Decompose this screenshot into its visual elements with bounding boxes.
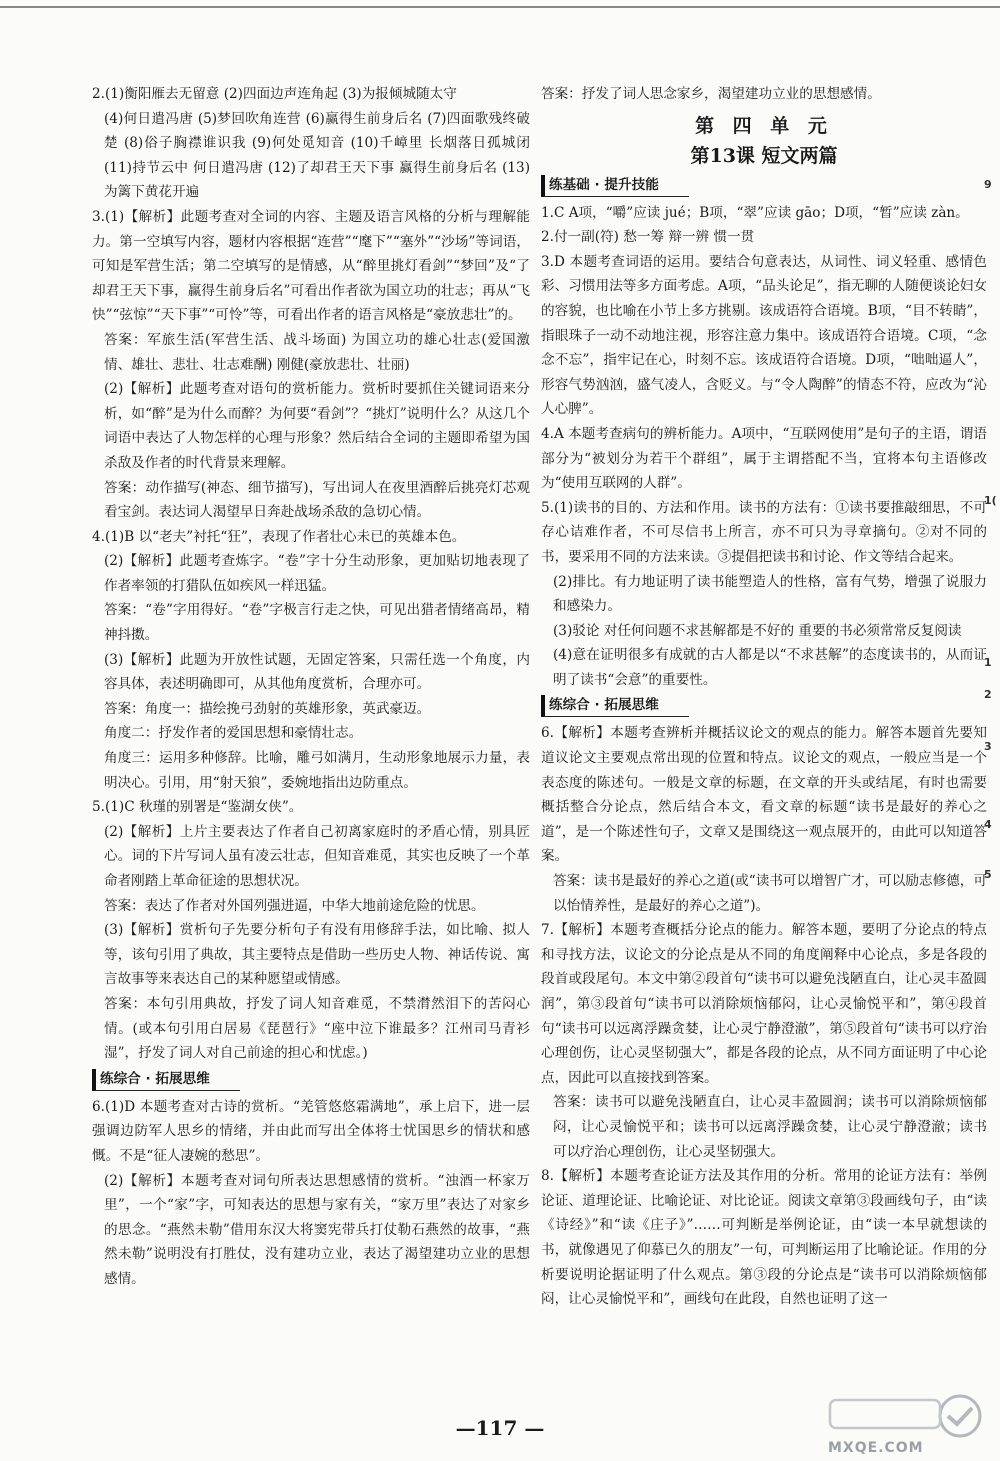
answer-paragraph: 答案：“卷”字用得好。“卷”字极言行走之快，可见出猎者情绪高昂，精神抖擞。 — [104, 602, 530, 644]
answer-paragraph: (2)排比。有力地证明了读书能塑造人的性格，富有气势，增强了说服力和感染力。 — [553, 573, 987, 615]
answer-paragraph: (4)何日遣冯唐 (5)梦回吹角连营 (6)赢得生前身后名 (7)四面歌残终破楚 (8)俗子胸襟谁识我 (9)何处觅知音 (10)千嶂里 长烟落日孤城闭 (11)持节云中 何日遣冯唐 (12)了却君王天下事 赢得生前身后名 (13)为篱下黄花开遍 — [104, 110, 530, 201]
section-header: 练基础 · 提升技能 — [541, 175, 689, 197]
answer-paragraph: 7.【解析】本题考查概括分论点的能力。解答本题，要明了分论点的特点和寻找方法，议论文的分论点是从不同的角度阐释中心论点，多是各段的段首或段尾句。本文中第②段首句“读书可以避免浅陋直白，让心灵丰盈圆润”，第③段首句“读书可以消除烦恼郁闷，让心灵愉悦平和”，第④段首句“读书可以远离浮躁贪婪，让心灵宁静澄澈”，第⑤段首句“读书可以疗治心理创伤，让心灵坚韧强大”，都是各段的论点，从不同方面证明了中心论点，因此可以直接找到答案。 — [541, 922, 987, 1086]
edge-mark: 1( — [984, 494, 997, 507]
section-header: 练综合 · 拓展思维 — [541, 695, 689, 717]
page-number: —117 — — [455, 1416, 545, 1440]
answer-paragraph: 答案：本句引用典故，抒发了词人知音难觅，不禁潸然泪下的苦闷心情。(或本句引用白居易《琵琶行》“座中泣下谁最多？江州司马青衫湿”，抒发了词人对自己前途的担心和忧虑。) — [104, 995, 530, 1062]
right-column-body — [541, 175, 987, 1312]
answer-paragraph: 5.(1)读书的目的、方法和作用。读书的方法有：①读书要推敲细思，不可存心诘难作者，不可尽信书上所言，亦不可只为寻章摘句。②对不同的书，要采用不同的方法来读。③提倡把读书和讨论、作文等结合起来。 — [541, 499, 987, 565]
watermark-text: MXQE.COM — [828, 1440, 924, 1456]
answer-paragraph: 答案：表达了作者对外国列强进逼，中华大地前途危险的忧思。 — [104, 897, 485, 914]
answer-line: 答案：抒发了词人思念家乡，渴望建功立业的思想感情。 — [541, 86, 881, 102]
unit-title: 第 四 单 元 — [695, 114, 833, 137]
edge-mark: 4 — [984, 818, 992, 831]
answer-paragraph: 答案：读书可以避免浅陋直白，让心灵丰盈圆润；读书可以消除烦恼郁闷，让心灵愉悦平和；读书可以远离浮躁贪婪，让心灵宁静澄澈；读书可以疗治心理创伤，让心灵坚韧强大。 — [553, 1094, 987, 1160]
answer-paragraph: 8.【解析】本题考查论证方法及其作用的分析。常用的论证方法有：举例论证、道理论证、比喻论证、对比论证。阅读文章第③段画线句子，由“读《诗经》”和“读《庄子》”……可判断是举例论证，由“读一本早就想读的书，就像遇见了仰慕已久的朋友”一句，可判断运用了比喻论证。作用的分析要说明论据证明了什么观点。第③段的分论点是“读书可以消除烦恼郁闷，让心灵愉悦平和”，画线句在此段，自然也证明了这一 — [541, 1168, 987, 1308]
answer-paragraph: 答案：角度一：描绘挽弓劲射的英雄形象，英武豪迈。 — [104, 700, 431, 717]
answer-paragraph: 6.【解析】本题考查辨析并概括议论文的观点的能力。解答本题首先要知道议论文主要观点常出现的位置和特点。议论文的观点，一般应当是一个表态度的陈述句。一般是文章的标题，在文章的开头或结尾，有时也需要概括整合分论点，然后结合本文，看文章的标题“读书是最好的养心之道”，是一个陈述性句子，文章又是围绕这一观点展开的，由此可以知道答案。 — [541, 725, 987, 865]
answer-paragraph: 答案：读书是最好的养心之道(或“读书可以增智广才，可以励志修德，可以怡情养性，是最好的养心之道”)。 — [553, 873, 987, 914]
edge-mark: 2 — [984, 688, 992, 701]
answer-paragraph: 1.C A项，“嚼”应读 jué；B项，“翠”应读 gāo；D项，“暂”应读 zàn。 — [541, 204, 969, 221]
answer-paragraph: (3)驳论 对任何问题不求甚解都是不好的 重要的书必须常常反复阅读 — [553, 622, 962, 639]
edge-mark: 5 — [984, 868, 992, 881]
edge-mark: 9 — [984, 178, 992, 191]
answer-paragraph: (3)【解析】此题为开放性试题，无固定答案，只需任选一个角度，内容具体，表述明确即可，从其他角度赏析，合理亦可。 — [104, 651, 530, 693]
answer-paragraph: 4.A 本题考查病句的辨析能力。A项中，“互联网使用”是句子的主语，谓语部分为“被划分为若干个群组”，属于主谓搭配不当，宜将本句主语修改为“使用互联网的人群”。 — [541, 425, 987, 492]
answer-paragraph: (2)【解析】本题考查对词句所表达思想感情的赏析。“浊酒一杯家万里”，一个“家”字，可知表达的思想与家有关，“家万里”表达了对家乡的思念。“燕然未勒”借用东汉大将窦宪带兵打仗勒石燕然的故事，“燕然未勒”说明没有打胜仗，没有建功立业，表达了渴望建功立业的思想感情。 — [104, 1172, 530, 1287]
answer-paragraph: 2.(1)衡阳雁去无留意 (2)四面边声连角起 (3)为报倾城随太守 — [92, 86, 457, 102]
answer-paragraph: (3)【解析】赏析句子先要分析句子有没有用修辞手法，如比喻、拟人等，该句引用了典故，其主要特点是借助一些历史人物、神话传说、寓言故事等来表达自己的某种愿望或情感。 — [104, 922, 530, 988]
left-column — [92, 82, 530, 1292]
answer-paragraph: 3.(1)【解析】此题考查对全词的内容、主题及语言风格的分析与理解能力。第一空填写内容，题材内容根据“连营”“麾下”“塞外”“沙场”等词语，可知是军营生活；第二空填写的是情感，从“醉里挑灯看剑”“梦回”及“了却君王天下事，赢得生前身后名”可看出作者欲为国立功的壮志；再从“飞快”“弦惊”“天下事”“可怜”等，可看出作者的语言风格是“豪放悲壮”的。 — [92, 208, 530, 324]
answer-paragraph: (4)意在证明很多有成就的古人都是以“不求甚解”的态度读书的，从而证明了读书“会意”的重要性。 — [553, 647, 987, 688]
answer-paragraph: 角度三：运用多种修辞。比喻，雕弓如满月，生动形象地展示力量，表明决心。引用，用“射天狼”，委婉地指出边防重点。 — [104, 750, 530, 791]
answer-paragraph: 5.(1)C 秋瑾的别署是“鉴湖女侠”。 — [92, 799, 303, 816]
top-rule — [0, 6, 1000, 8]
answer-paragraph: 角度二：抒发作者的爱国思想和豪情壮志。 — [104, 725, 363, 742]
right-column — [541, 82, 987, 1312]
answer-paragraph: 答案：动作描写(神态、细节描写)，写出词人在夜里酒醉后挑亮灯芯观看宝剑。表达词人渴望早日奔赴战场杀敌的急切心情。 — [104, 479, 530, 521]
lesson-title: 第13课 短文两篇 — [690, 144, 838, 167]
answer-paragraph: 6.(1)D 本题考查对古诗的赏析。“羌管悠悠霜满地”，承上启下，进一层强调边防军人思乡的情绪，并由此而写出全体将士忧国思乡的情状和感慨。不是“征人凄婉的愁思”。 — [92, 1098, 530, 1164]
answer-paragraph: (2)【解析】上片主要表达了作者自己初离家庭时的矛盾心情，别具匠心。词的下片写词人虽有凌云壮志，但知音难觅，其实也反映了一个革命者刚踏上革命征途的思想状况。 — [104, 823, 530, 889]
section-header: 练综合 · 拓展思维 — [92, 1069, 240, 1091]
edge-mark: 1 — [984, 656, 992, 669]
answer-paragraph: (2)【解析】此题考查对语句的赏析能力。赏析时要抓住关键词语来分析，如“醉”是为什么而醉？为何要“看剑”？“挑灯”说明什么？从这几个词语中表达了人物怎样的心理与形象？然后结合全词的主题即希望为国杀敌及作者的时代背景来理解。 — [104, 381, 530, 471]
answer-paragraph: 答案：军旅生活(军营生活、战斗场面) 为国立功的雄心壮志(爱国激情、雄壮、悲壮、壮志难酬) 刚健(豪放悲壮、壮丽) — [104, 331, 530, 373]
answer-paragraph: 2.付一副(符) 愁一筹 辩一辨 惯一贯 — [541, 229, 755, 246]
answer-paragraph: 3.D 本题考查词语的运用。要结合句意表达，从词性、词义轻重、感情色彩、习惯用法等多方面考虑。A项，“品头论足”，指无聊的人随便谈论妇女的容貌，也比喻在小节上多方挑剔。该成语符合语境。B项，“目不转睛”，指眼珠子一动不动地注视，形容注意力集中。该成语符合语境。C项，“念念不忘”，指牢记在心，时刻不忘。该成语符合语境。D项，“咄咄逼人”，形容气势汹汹，盛气凌人，含贬义。与“令人陶醉”的情态不符，应改为“沁人心脾”。 — [541, 253, 987, 418]
edge-mark: 3 — [984, 740, 992, 753]
answer-paragraph: 4.(1)B 以“老夫”衬托“狂”，表现了作者壮心未已的英雄本色。 — [92, 528, 466, 545]
answer-paragraph: (2)【解析】此题考查炼字。“卷”字十分生动形象，更加贴切地表现了作者率领的打猎队伍如疾风一样迅猛。 — [104, 553, 530, 594]
